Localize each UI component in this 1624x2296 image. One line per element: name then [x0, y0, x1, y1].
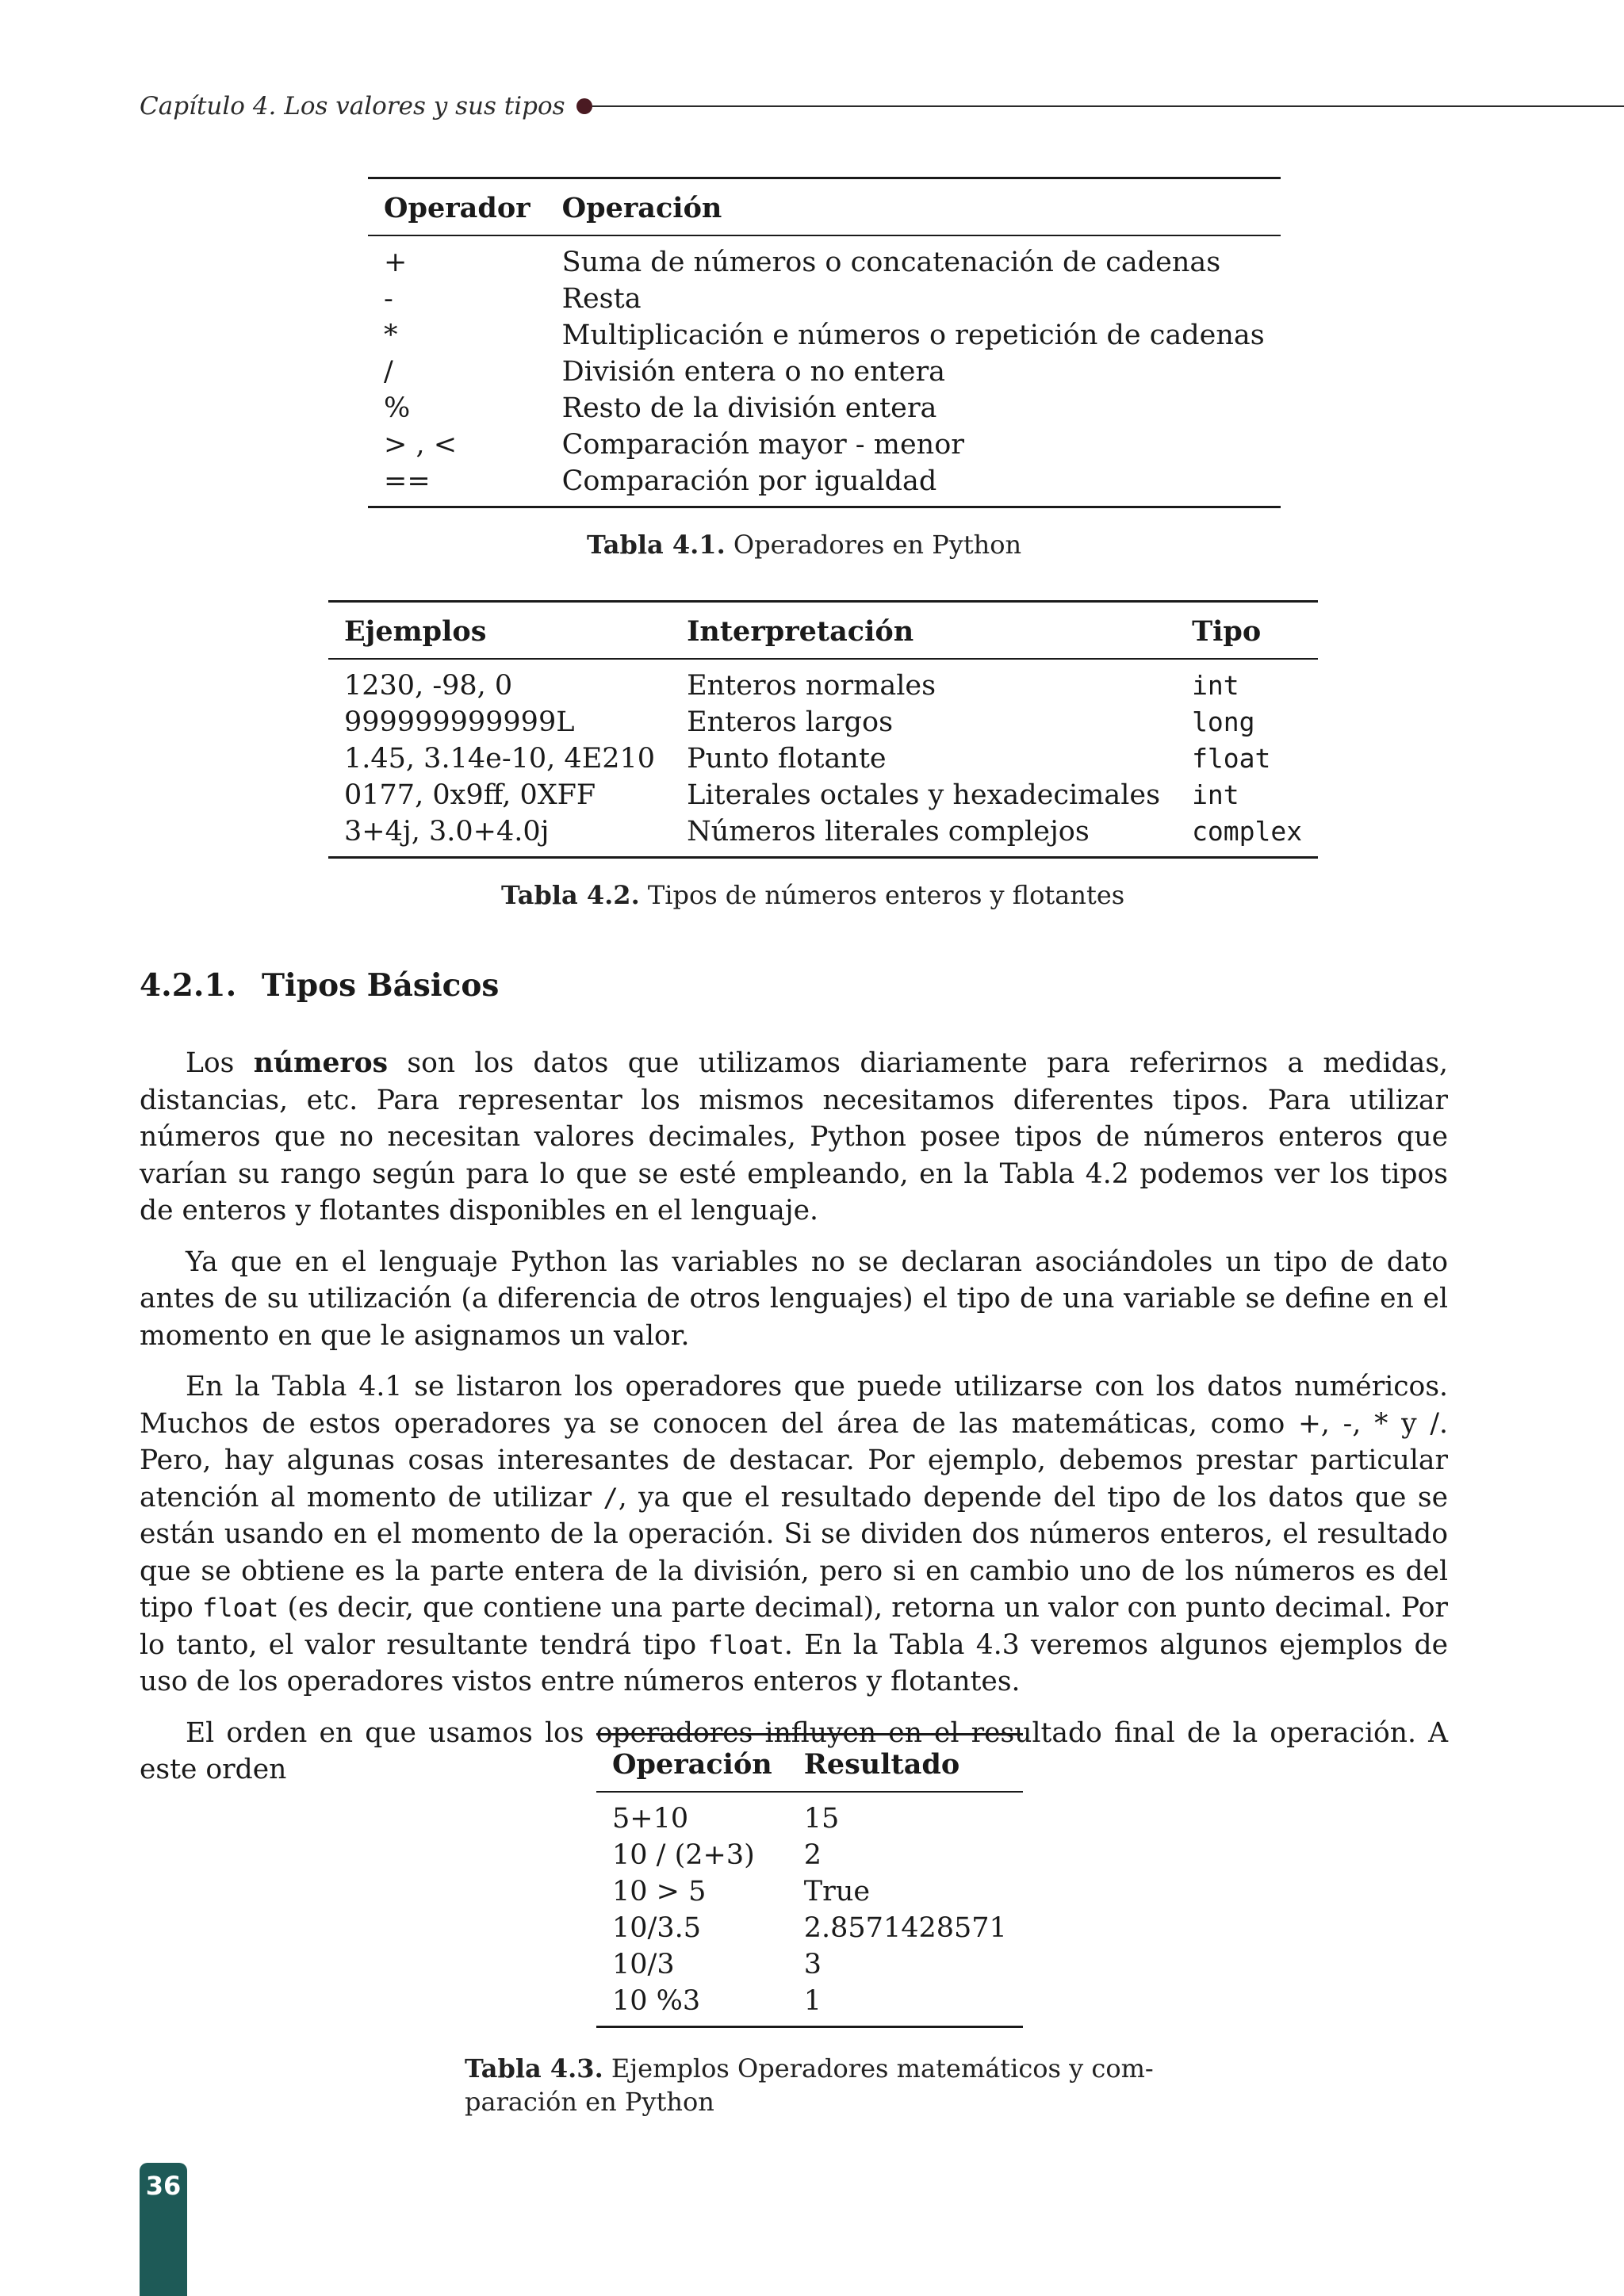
table-cell: 999999999999L — [344, 706, 575, 738]
column-header: Tipo — [1176, 602, 1318, 660]
text-run: (es decir, que contiene una parte decimal), retorna un valor con punto decimal. Por lo tanto, el valor resultante tendrá tipo — [140, 1592, 1448, 1661]
table-cell: 3 — [803, 1949, 822, 1980]
table-row — [596, 1946, 1023, 1983]
table-cell: 10/3 — [612, 1949, 675, 1980]
caption-label: Tabla 4.1. — [587, 530, 726, 560]
table-cell: Comparación por igualdad — [561, 465, 937, 497]
page-number: 36 — [145, 2171, 182, 2201]
table-caption — [587, 530, 1021, 560]
table-cell: * — [384, 320, 398, 351]
caption-label: Tabla 4.2. — [501, 880, 640, 910]
caption-text: Ejemplos Operadores matemáticos y com- — [611, 2053, 1154, 2084]
table-cell: == — [384, 465, 431, 497]
table-row — [328, 740, 1318, 777]
table-cell: complex — [1192, 816, 1303, 847]
paragraph: El orden en que usamos los operadores influyen en el resultado final de la operación. A este orden — [140, 1716, 1448, 1785]
table-row — [596, 1910, 1023, 1946]
inline-code: / — [603, 1482, 619, 1513]
table-cell: 2 — [803, 1839, 822, 1871]
paragraph — [140, 1045, 1448, 1230]
table-cell: 5+10 — [612, 1803, 689, 1835]
table-header-row — [328, 602, 1318, 660]
table-row — [368, 390, 1281, 427]
running-header — [140, 86, 1624, 127]
table-cell: 10 / (2+3) — [612, 1839, 755, 1871]
text-run: Los — [186, 1047, 254, 1079]
table-cell: 1230, -98, 0 — [344, 670, 513, 702]
header-rule — [592, 105, 1624, 107]
text-run: En la Tabla 4.1 se listaron los operadores que puede utilizarse con los datos numéricos. Muchos de estos operadores ya se conocen del área de las matemáticas, como +, -, * y /. Pero, hay algunas cosas interesantes de destacar. Por ejemplo, debemos prestar particular atención al momento de utilizar — [140, 1371, 1448, 1513]
table-cell: Resta — [561, 283, 642, 315]
text-run: son los datos que utilizamos diariamente para referirnos a medidas, distancias, etc. Para representar los mismos necesitamos diferentes tipos. Para utilizar números que no necesitan valores decimales, Python posee tipos de números enteros que varían su rango según para lo que se esté empleando, en la Tabla 4.2 podemos ver los tipos de enteros y flotantes disponibles en el lenguaje. — [140, 1047, 1448, 1226]
table-row — [368, 354, 1281, 390]
table-cell: División entera o no entera — [561, 356, 946, 388]
table-cell: float — [1192, 743, 1271, 774]
bold-term: números — [253, 1047, 389, 1079]
table-cell: 10/3.5 — [612, 1912, 701, 1944]
table-cell: int — [1192, 779, 1239, 810]
section-heading — [140, 967, 499, 1004]
column-header: Ejemplos — [328, 602, 671, 660]
table-cell: + — [384, 247, 408, 278]
table-cell: Multiplicación e números o repetición de cadenas — [561, 320, 1265, 351]
table-row — [368, 317, 1281, 354]
column-header: Operación — [596, 1735, 788, 1793]
caption-label: Tabla 4.3. — [465, 2053, 603, 2084]
chapter-title: Capítulo 4. Los valores y sus tipos — [140, 92, 565, 121]
table-examples — [596, 1733, 1023, 2028]
table-row — [328, 813, 1318, 858]
column-header: Operador — [368, 178, 546, 236]
table-cell: Punto flotante — [687, 743, 887, 775]
table-cell: 1.45, 3.14e-10, 4E210 — [344, 743, 656, 775]
page-number-tab — [140, 2163, 187, 2296]
table-cell: / — [384, 356, 393, 388]
table-cell: 3+4j, 3.0+4.0j — [344, 816, 550, 848]
body-text — [140, 1045, 1448, 1803]
table-number-types-wrapper — [328, 600, 1318, 859]
table-row — [368, 463, 1281, 507]
table-row — [368, 235, 1281, 281]
table-number-types — [328, 600, 1318, 859]
table-caption — [465, 2052, 1154, 2118]
text-run: . En la Tabla 4.3 veremos algunos ejemplos de uso de los operadores vistos entre números enteros y flotantes. — [140, 1628, 1448, 1697]
table-cell: Enteros largos — [687, 706, 894, 738]
column-header: Operación — [546, 178, 1281, 236]
table-cell: True — [803, 1876, 871, 1908]
column-header: Interpretación — [671, 602, 1176, 660]
table-cell: 10 %3 — [612, 1985, 701, 2017]
table-cell: - — [384, 283, 393, 315]
table-row — [328, 704, 1318, 740]
table-examples-wrapper — [596, 1733, 1023, 2028]
caption-text: Operadores en Python — [733, 530, 1022, 560]
table-row — [596, 1837, 1023, 1873]
table-cell: Suma de números o concatenación de cadenas — [561, 247, 1221, 278]
table-cell: long — [1192, 706, 1255, 737]
table-row — [596, 1792, 1023, 1837]
inline-code: float — [202, 1593, 279, 1623]
table-caption — [501, 880, 1124, 910]
header-bullet-icon — [576, 98, 592, 114]
text-run: , ya que el resultado depende del tipo de los datos que se están usando en el momento de la operación. Si se dividen dos números enteros, el resultado que se obtiene es la parte entera de la división, pero si en cambio uno de los números es del tipo — [140, 1481, 1449, 1624]
table-cell: Resto de la división entera — [561, 392, 937, 424]
paragraph: Ya que en el lenguaje Python las variables no se declaran asociándoles un tipo de dato antes de su utilización (a diferencia de otros lenguajes) el tipo de una variable se define en el momento en que le asignamos un valor. — [140, 1246, 1448, 1352]
inline-code: float — [707, 1629, 784, 1660]
table-cell: Literales octales y hexadecimales — [687, 779, 1161, 811]
section-number: 4.2.1. — [140, 967, 237, 1004]
table-header-row — [368, 178, 1281, 236]
table-cell: Números literales complejos — [687, 816, 1090, 848]
table-row — [368, 427, 1281, 463]
paragraph — [140, 1368, 1448, 1701]
table-cell: 15 — [803, 1803, 840, 1835]
table-cell: > , < — [384, 429, 458, 461]
table-cell: 1 — [803, 1985, 822, 2017]
table-row — [596, 1983, 1023, 2027]
table-cell: % — [384, 392, 411, 424]
table-cell: 0177, 0x9ff, 0XFF — [344, 779, 596, 811]
table-row — [328, 777, 1318, 813]
table-cell: Enteros normales — [687, 670, 936, 702]
table-cell: 10 > 5 — [612, 1876, 707, 1908]
table-header-row — [596, 1735, 1023, 1793]
table-row — [596, 1873, 1023, 1910]
table-operators — [368, 177, 1281, 508]
section-title: Tipos Básicos — [262, 967, 500, 1004]
table-cell: int — [1192, 670, 1239, 701]
caption-text: Tipos de números enteros y flotantes — [647, 880, 1125, 910]
caption-text: paración en Python — [465, 2087, 714, 2117]
table-cell: Comparación mayor - menor — [561, 429, 965, 461]
table-cell: 2.8571428571 — [803, 1912, 1007, 1944]
table-operators-wrapper — [368, 177, 1281, 508]
table-row — [368, 281, 1281, 317]
table-row — [328, 659, 1318, 704]
column-header: Resultado — [788, 1735, 1023, 1793]
